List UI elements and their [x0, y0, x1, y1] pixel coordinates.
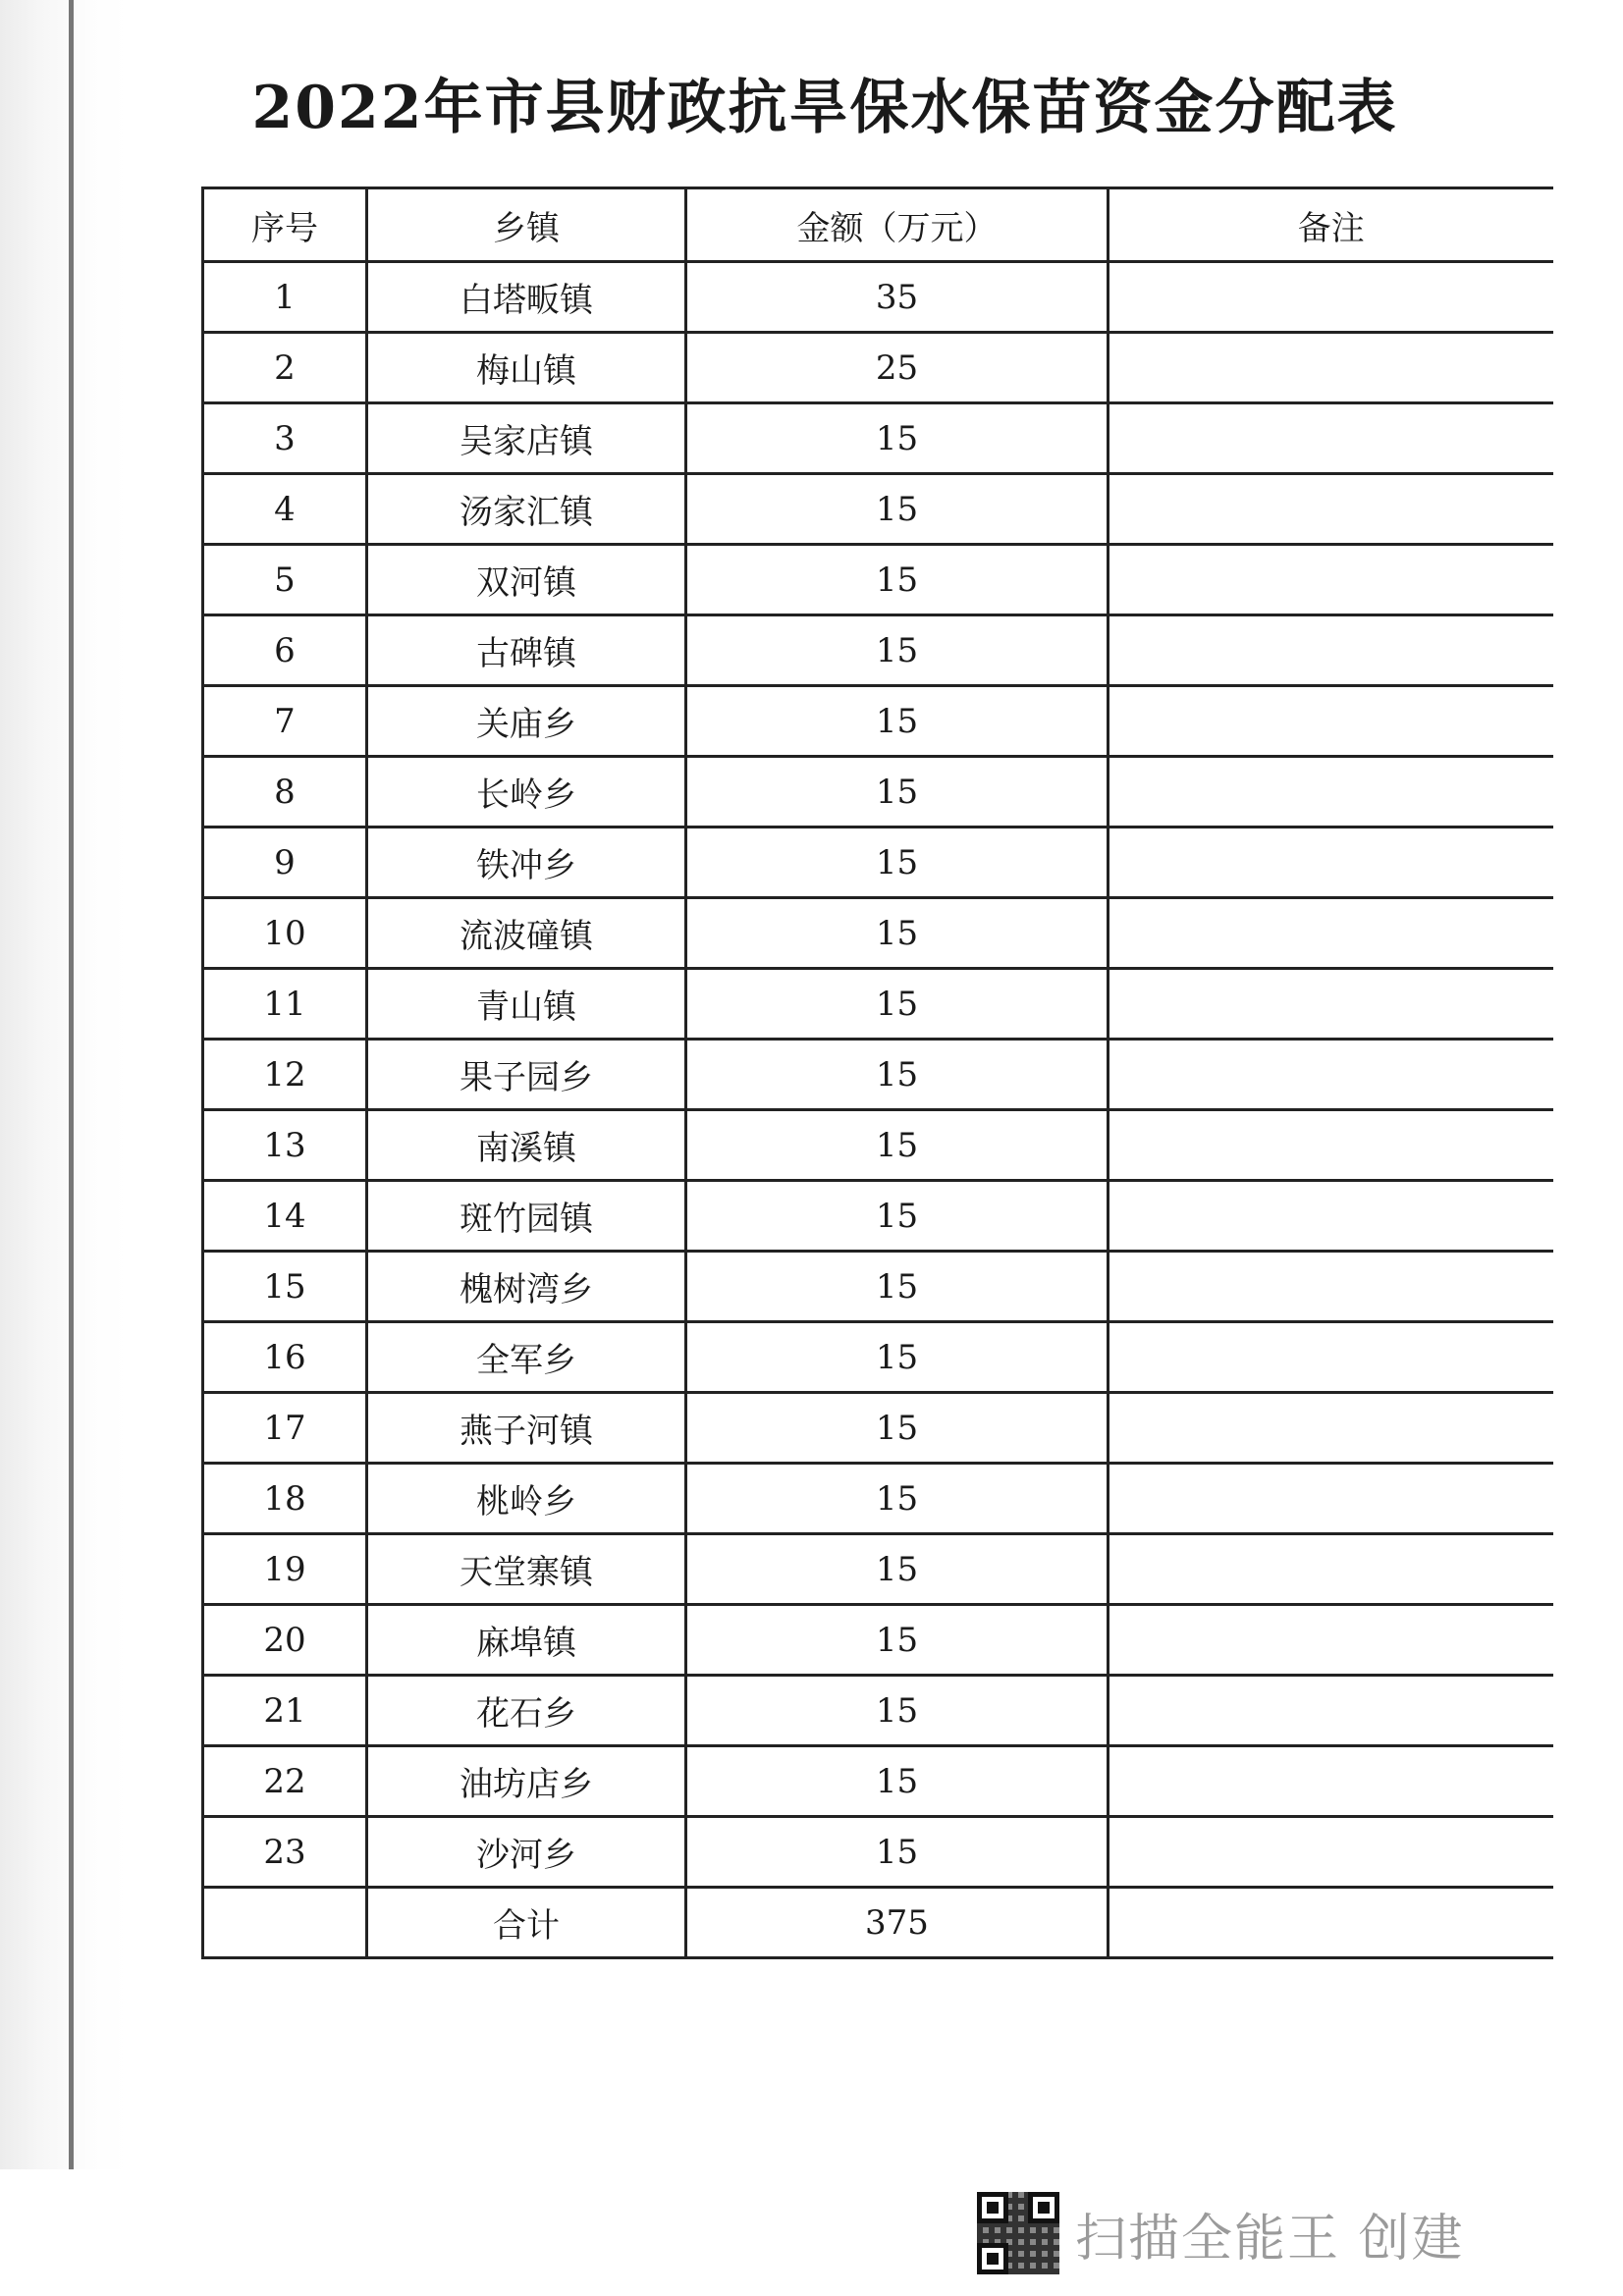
- row-amount: 15: [686, 1181, 1109, 1252]
- row-index: 7: [203, 686, 367, 757]
- row-note: [1109, 1110, 1553, 1181]
- header-index: 序号: [203, 188, 367, 262]
- table-header-row: [203, 188, 1553, 262]
- row-note: [1109, 1040, 1553, 1110]
- row-amount: 15: [686, 1746, 1109, 1817]
- row-amount: 15: [686, 757, 1109, 828]
- row-note: [1109, 898, 1553, 969]
- table-row: [203, 1534, 1553, 1605]
- row-index: 12: [203, 1040, 367, 1110]
- header-note: 备注: [1109, 188, 1553, 262]
- row-town: 全军乡: [367, 1322, 686, 1393]
- table-row: [203, 686, 1553, 757]
- row-index: 22: [203, 1746, 367, 1817]
- row-amount: 15: [686, 474, 1109, 545]
- row-amount: 15: [686, 828, 1109, 898]
- row-note: [1109, 828, 1553, 898]
- row-amount: 15: [686, 686, 1109, 757]
- row-amount: 15: [686, 1464, 1109, 1534]
- total-note: [1109, 1888, 1553, 1958]
- row-note: [1109, 333, 1553, 403]
- row-index: 18: [203, 1464, 367, 1534]
- row-index: 5: [203, 545, 367, 615]
- table-row: [203, 1181, 1553, 1252]
- row-note: [1109, 403, 1553, 474]
- row-amount: 15: [686, 403, 1109, 474]
- table-row: [203, 1040, 1553, 1110]
- row-town: 流波䃥镇: [367, 898, 686, 969]
- row-amount: 15: [686, 969, 1109, 1040]
- total-row: [203, 1888, 1553, 1958]
- row-amount: 15: [686, 615, 1109, 686]
- qr-code-icon: [977, 2192, 1059, 2274]
- table-row: [203, 1110, 1553, 1181]
- table-row: [203, 615, 1553, 686]
- row-note: [1109, 1393, 1553, 1464]
- table-row: [203, 757, 1553, 828]
- row-town: 油坊店乡: [367, 1746, 686, 1817]
- table-row: [203, 262, 1553, 333]
- row-town: 燕子河镇: [367, 1393, 686, 1464]
- row-town: 花石乡: [367, 1676, 686, 1746]
- table-row: [203, 969, 1553, 1040]
- row-town: 古碑镇: [367, 615, 686, 686]
- table-row: [203, 474, 1553, 545]
- row-amount: 15: [686, 1322, 1109, 1393]
- row-town: 梅山镇: [367, 333, 686, 403]
- table-row: [203, 1676, 1553, 1746]
- table-row: [203, 1252, 1553, 1322]
- row-amount: 15: [686, 1534, 1109, 1605]
- row-note: [1109, 545, 1553, 615]
- row-town: 果子园乡: [367, 1040, 686, 1110]
- table-row: [203, 828, 1553, 898]
- row-index: 14: [203, 1181, 367, 1252]
- row-note: [1109, 757, 1553, 828]
- row-town: 白塔畈镇: [367, 262, 686, 333]
- row-note: [1109, 262, 1553, 333]
- row-amount: 15: [686, 1393, 1109, 1464]
- header-town: 乡镇: [367, 188, 686, 262]
- row-index: 3: [203, 403, 367, 474]
- row-note: [1109, 1605, 1553, 1676]
- table-row: [203, 1464, 1553, 1534]
- table-row: [203, 333, 1553, 403]
- scanner-watermark: [977, 2189, 1527, 2277]
- row-town: 双河镇: [367, 545, 686, 615]
- row-amount: 15: [686, 898, 1109, 969]
- row-note: [1109, 1676, 1553, 1746]
- row-town: 槐树湾乡: [367, 1252, 686, 1322]
- row-town: 斑竹园镇: [367, 1181, 686, 1252]
- row-note: [1109, 969, 1553, 1040]
- total-label: 合计: [367, 1888, 686, 1958]
- row-note: [1109, 686, 1553, 757]
- table-row: [203, 1817, 1553, 1888]
- row-note: [1109, 474, 1553, 545]
- row-index: 8: [203, 757, 367, 828]
- table-row: [203, 898, 1553, 969]
- row-town: 南溪镇: [367, 1110, 686, 1181]
- row-index: 21: [203, 1676, 367, 1746]
- row-index: 11: [203, 969, 367, 1040]
- row-town: 关庙乡: [367, 686, 686, 757]
- row-town: 铁冲乡: [367, 828, 686, 898]
- row-town: 汤家汇镇: [367, 474, 686, 545]
- table-row: [203, 403, 1553, 474]
- row-index: 20: [203, 1605, 367, 1676]
- row-index: 13: [203, 1110, 367, 1181]
- table-row: [203, 1322, 1553, 1393]
- total-amount: 375: [686, 1888, 1109, 1958]
- table-row: [203, 1393, 1553, 1464]
- row-index: 15: [203, 1252, 367, 1322]
- row-index: 19: [203, 1534, 367, 1605]
- row-index: 4: [203, 474, 367, 545]
- row-index: 10: [203, 898, 367, 969]
- table-row: [203, 545, 1553, 615]
- row-town: 天堂寨镇: [367, 1534, 686, 1605]
- watermark-text: 扫描全能王 创建: [1075, 2209, 1465, 2269]
- row-note: [1109, 1322, 1553, 1393]
- row-index: 9: [203, 828, 367, 898]
- row-town: 青山镇: [367, 969, 686, 1040]
- row-index: 23: [203, 1817, 367, 1888]
- allocation-table: [201, 187, 1553, 1959]
- row-town: 麻埠镇: [367, 1605, 686, 1676]
- table-body: [203, 262, 1553, 1958]
- row-town: 吴家店镇: [367, 403, 686, 474]
- row-note: [1109, 615, 1553, 686]
- row-note: [1109, 1534, 1553, 1605]
- row-index: 1: [203, 262, 367, 333]
- row-index: 16: [203, 1322, 367, 1393]
- table-row: [203, 1605, 1553, 1676]
- table-row: [203, 1746, 1553, 1817]
- allocation-table-container: [201, 187, 1551, 1959]
- row-note: [1109, 1464, 1553, 1534]
- row-amount: 25: [686, 333, 1109, 403]
- total-index: [203, 1888, 367, 1958]
- row-note: [1109, 1181, 1553, 1252]
- row-amount: 15: [686, 1040, 1109, 1110]
- row-index: 6: [203, 615, 367, 686]
- row-amount: 15: [686, 1605, 1109, 1676]
- binding-edge: [69, 0, 74, 2169]
- document-title: 2022年市县财政抗旱保水保苗资金分配表: [251, 74, 1398, 142]
- row-note: [1109, 1746, 1553, 1817]
- header-amount: 金额（万元）: [686, 188, 1109, 262]
- row-note: [1109, 1252, 1553, 1322]
- row-amount: 35: [686, 262, 1109, 333]
- row-town: 桃岭乡: [367, 1464, 686, 1534]
- row-amount: 15: [686, 545, 1109, 615]
- row-town: 沙河乡: [367, 1817, 686, 1888]
- row-index: 17: [203, 1393, 367, 1464]
- row-index: 2: [203, 333, 367, 403]
- row-note: [1109, 1817, 1553, 1888]
- row-amount: 15: [686, 1110, 1109, 1181]
- row-town: 长岭乡: [367, 757, 686, 828]
- row-amount: 15: [686, 1817, 1109, 1888]
- row-amount: 15: [686, 1252, 1109, 1322]
- row-amount: 15: [686, 1676, 1109, 1746]
